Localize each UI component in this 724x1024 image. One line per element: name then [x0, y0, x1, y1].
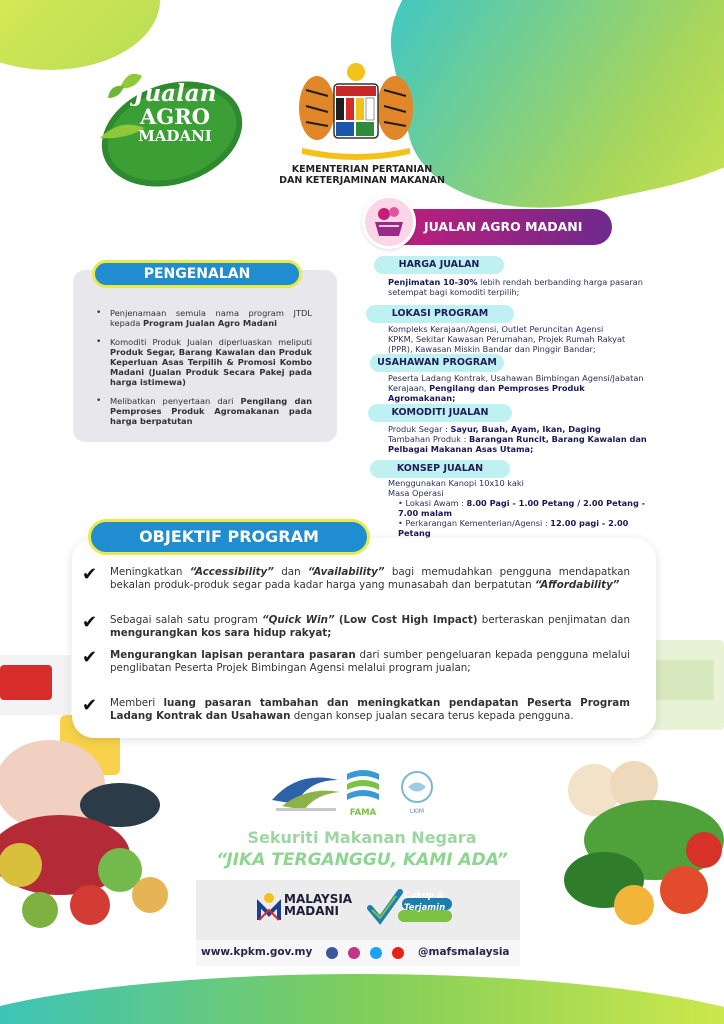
decorative-blob-top-left: [0, 0, 160, 70]
cukup-label: Cukup &: [404, 891, 445, 901]
harga-jualan-text: Penjimatan 10-30% lebih rendah berbanding harga pasaran setempat bagi komoditi terpilih;: [388, 277, 643, 297]
checkmark-icon: ✔: [82, 564, 98, 585]
shopping-basket-icon: [362, 195, 416, 249]
objektif-item: ✔ Sebagai salah satu program “Quick Win” (Low Cost High Impact) berteraskan penjimatan dan mengurangkan kos sara hidup rakyat;: [82, 612, 630, 639]
lkim-logo: LKIM: [398, 770, 436, 814]
lokasi-program-heading: LOKASI PROGRAM: [366, 305, 514, 323]
checkmark-icon: ✔: [82, 695, 98, 716]
jika-terganggu-slogan: “JIKA TERGANGGU, KAMI ADA”: [216, 850, 508, 870]
fama-logo: FAMA: [343, 768, 383, 818]
objektif-item: ✔ Mengurangkan lapisan perantara pasaran dari sumber pengeluaran kepada pengguna melalui penglibatan Peserta Projek Bimbingan Agensi melalui program jualan;: [82, 647, 630, 674]
social-handle[interactable]: @mafsmalaysia: [418, 946, 510, 958]
terjamin-label: Terjamin: [404, 903, 446, 913]
pengenalan-heading: PENGENALAN: [92, 260, 302, 288]
list-item: • Melibatkan penyertaan dari Pengilang dan Pemproses Produk Agromakanan pada harga berpatutan: [96, 396, 312, 426]
list-item: • Komoditi Produk Jualan diperluaskan meliputi Produk Segar, Barang Kawalan dan Produk Keperluan Asas Terpilih & Promosi Kombo Madani (Jualan Produk Secara Pakej pada harga istimewa): [96, 337, 312, 387]
checkmark-icon: ✔: [82, 612, 98, 633]
checkmark-icon: ✔: [82, 647, 98, 668]
bottom-logo-panel: [196, 880, 520, 940]
komoditi-jualan-heading: KOMODITI JUALAN: [368, 404, 512, 422]
website-link[interactable]: www.kpkm.gov.my: [201, 946, 313, 958]
harga-jualan-heading: HARGA JUALAN: [374, 256, 504, 274]
twitter-icon[interactable]: [370, 947, 382, 959]
objektif-heading: OBJEKTIF PROGRAM: [88, 519, 370, 555]
facebook-icon[interactable]: [326, 947, 338, 959]
youtube-icon[interactable]: [392, 947, 404, 959]
malaysia-madani-wordmark: MALAYSIA MADANI: [284, 892, 353, 918]
komoditi-jualan-text: Produk Segar : Sayur, Buah, Ayam, Ikan, Daging Tambahan Produk : Barangan Runcit, Barang Kawalan dan Pelbagai Makanan Asas Utama;: [388, 424, 647, 454]
malaysia-madani-emblem: [256, 890, 282, 922]
jualan-agro-madani-banner: JUALAN AGRO MADANI: [372, 209, 612, 245]
instagram-icon[interactable]: [348, 947, 360, 959]
objektif-item: ✔ Meningkatkan “Accessibility” dan “Availability” bagi memudahkan pengguna mendapatkan bekalan produk-produk segar pada kadar harga yang munasabah dan berpatutan “Affordability”: [82, 564, 630, 591]
crest-icon: [292, 60, 420, 164]
list-item: • Penjenamaan semula nama program JTDL kepada Program Jualan Agro Madani: [96, 308, 312, 328]
logo-wordmark: Jualan AGRO MADANI: [133, 80, 217, 145]
pengenalan-list: [96, 308, 312, 435]
lokasi-program-text: Kompleks Kerajaan/Agensi, Outlet Peruncitan Agensi KPKM, Sekitar Kawasan Perumahan, Projek Rumah Rakyat (PPR), Kawasan Miskin Bandar dan Pinggir Bandar;: [388, 324, 626, 354]
decorative-wave-bottom: [0, 974, 724, 1024]
objektif-item: ✔ Memberi luang pasaran tambahan dan meningkatkan pendapatan Peserta Program Ladang Kontrak dan Usahawan dengan konsep jualan secara terus kepada pengguna.: [82, 695, 630, 722]
sekuriti-makanan-slogan: Sekuriti Makanan Negara: [247, 828, 477, 847]
ministry-name: KEMENTERIAN PERTANIAN DAN KETERJAMINAN MAKANAN: [279, 164, 445, 186]
konsep-jualan-heading: KONSEP JUALAN: [370, 460, 510, 478]
decorative-blob-top-right: [368, 0, 724, 237]
konsep-jualan-text: Menggunakan Kanopi 10x10 kaki Masa Operasi • Lokasi Awam : 8.00 Pagi - 1.00 Petang / 2.00 Petang - 7.00 malam • Perkarangan Kementerian/Agensi : 12.00 pagi - 2.00 Petang: [388, 478, 646, 538]
jabatan-pertanian-logo: [268, 770, 344, 814]
usahawan-program-heading: USAHAWAN PROGRAM: [370, 354, 504, 372]
usahawan-program-text: Peserta Ladang Kontrak, Usahawan Bimbingan Agensi/Jabatan Kerajaan, Pengilang dan Pemproses Produk Agromakanan;: [388, 373, 644, 403]
